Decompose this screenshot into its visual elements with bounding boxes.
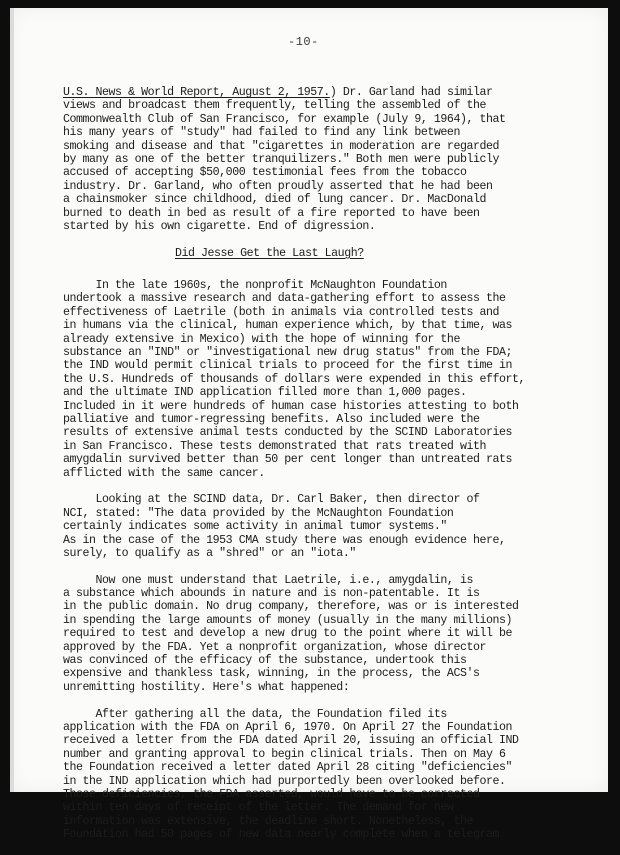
- section-heading: Did Jesse Get the Last Laugh?: [175, 246, 364, 260]
- text-line: a chainsmoker since childhood, died of lung cancer. Dr. MacDonald: [63, 193, 486, 207]
- intro-paragraph: [63, 86, 593, 233]
- text-line: expensive and thankless task, winning, in the process, the ACS's: [63, 667, 480, 681]
- text-line: Looking at the SCIND data, Dr. Carl Baker, then director of: [63, 493, 480, 507]
- text-line: industry. Dr. Garland, who often proudly asserted that he had been: [63, 179, 493, 193]
- text-line: received a letter from the FDA dated April 20, issuing an official IND: [63, 734, 519, 748]
- text-line: accused of accepting $50,000 testimonial fees from the tobacco: [63, 166, 467, 180]
- text-line: afflicted with the same cancer.: [63, 466, 265, 480]
- text-line: approved by the FDA. Yet a nonprofit organization, whose director: [63, 640, 486, 654]
- text-line: number and granting approval to begin clinical trials. Then on May 6: [63, 747, 506, 761]
- text-line: in spending the large amounts of money (usually in the many millions): [63, 613, 513, 627]
- citation-tail: ) Dr. Garland had similar: [329, 86, 493, 99]
- text-line: his many years of "study" had failed to find any link between: [63, 126, 460, 140]
- text-line: started by his own cigarette. End of digression.: [63, 219, 376, 233]
- text-line: smoking and disease and that "cigarettes in moderation are regarded: [63, 139, 499, 153]
- document-page: [10, 8, 608, 842]
- paragraph-fda-application: [63, 708, 593, 842]
- text-line: views and broadcast them frequently, telling the assembled of the: [63, 99, 486, 113]
- text-line: a substance which abounds in nature and is non-patentable. It is: [63, 587, 480, 601]
- text-line: In the late 1960s, the nonprofit McNaughton Foundation: [63, 279, 447, 293]
- text-line: Those deficiencies, the FDA asserted, would have to be corrected: [63, 787, 480, 801]
- text-line: As in the case of the 1953 CMA study there was enough evidence here,: [63, 533, 506, 547]
- text-line: burned to death in bed as result of a fire reported to have been: [63, 206, 480, 220]
- text-line: the IND would permit clinical trials to proceed for the first time in: [63, 359, 513, 373]
- text-line: results of extensive animal tests conducted by the SCIND Laboratories: [63, 426, 513, 440]
- page-number: -10-: [288, 35, 319, 49]
- text-line: palliative and tumor-regressing benefits. Also included were the: [63, 413, 480, 426]
- text-line: in humans via the clinical, human experience which, by that time, was: [63, 319, 513, 333]
- text-line: application with the FDA on April 6, 1970. On April 27 the Foundation: [63, 720, 513, 734]
- text-line: in San Francisco. These tests demonstrated that rats treated with: [63, 439, 486, 453]
- intro-line-1: [63, 86, 593, 99]
- text-line: the U.S. Hundreds of thousands of dollars were expended in this effort,: [63, 372, 526, 386]
- page-edge: [10, 8, 14, 792]
- text-line: and the ultimate IND application filled more than 1,000 pages.: [63, 386, 467, 400]
- text-line: After gathering all the data, the Foundation filed its: [63, 707, 447, 721]
- text-line: was convinced of the efficacy of the substance, undertook this: [63, 654, 467, 668]
- text-line: surely, to qualify as a "shred" or an "iota.": [63, 546, 356, 560]
- text-line: in the IND application which had purportedly been overlooked before.: [63, 774, 506, 788]
- text-line: required to test and develop a new drug to the point where it will be: [63, 627, 513, 641]
- text-line: Commonwealth Club of San Francisco, for example (July 9, 1964), that: [63, 112, 506, 126]
- paragraph-mcnaughton: [63, 279, 593, 480]
- text-line: unremitting hostility. Here's what happened:: [63, 680, 350, 694]
- text-line: amygdalin survived better than 50 per cent longer than untreated rats: [63, 453, 513, 467]
- text-line: Included in it were hundreds of human case histories attesting to both: [63, 399, 519, 413]
- text-line: already extensive in Mexico) with the hope of winning for the: [63, 332, 460, 346]
- paragraph-scind: [63, 493, 593, 560]
- text-line: certainly indicates some activity in animal tumor systems.": [63, 520, 447, 534]
- text-line: in the public domain. No drug company, therefore, was or is interested: [63, 600, 519, 614]
- text-line: by many as one of the better tranquilizers." Both men were publicly: [63, 152, 499, 166]
- text-line: undertook a massive research and data-gathering effort to assess the: [63, 292, 506, 306]
- citation: U.S. News & World Report, August 2, 1957.: [63, 86, 330, 99]
- section-heading-wrap: [63, 247, 593, 260]
- document-body: [63, 86, 593, 855]
- text-line: within ten days of receipt of the letter. The demand for new: [63, 801, 454, 815]
- text-line: effectiveness of Laetrile (both in animals via controlled tests and: [63, 305, 499, 319]
- paragraph-laetrile: [63, 574, 593, 695]
- text-line: information was extensive, the deadline short. Nonetheless, the: [63, 814, 473, 828]
- text-line: Foundation had 50 pages of new data nearly complete when a telegram: [63, 828, 499, 842]
- text-line: substance an "IND" or "investigational new drug status" from the FDA;: [63, 346, 513, 360]
- text-line: Now one must understand that Laetrile, i.e., amygdalin, is: [63, 573, 473, 587]
- text-line: NCI, stated: "The data provided by the McNaughton Foundation: [63, 506, 454, 520]
- text-line: the Foundation received a letter dated April 28 citing "deficiencies": [63, 761, 513, 775]
